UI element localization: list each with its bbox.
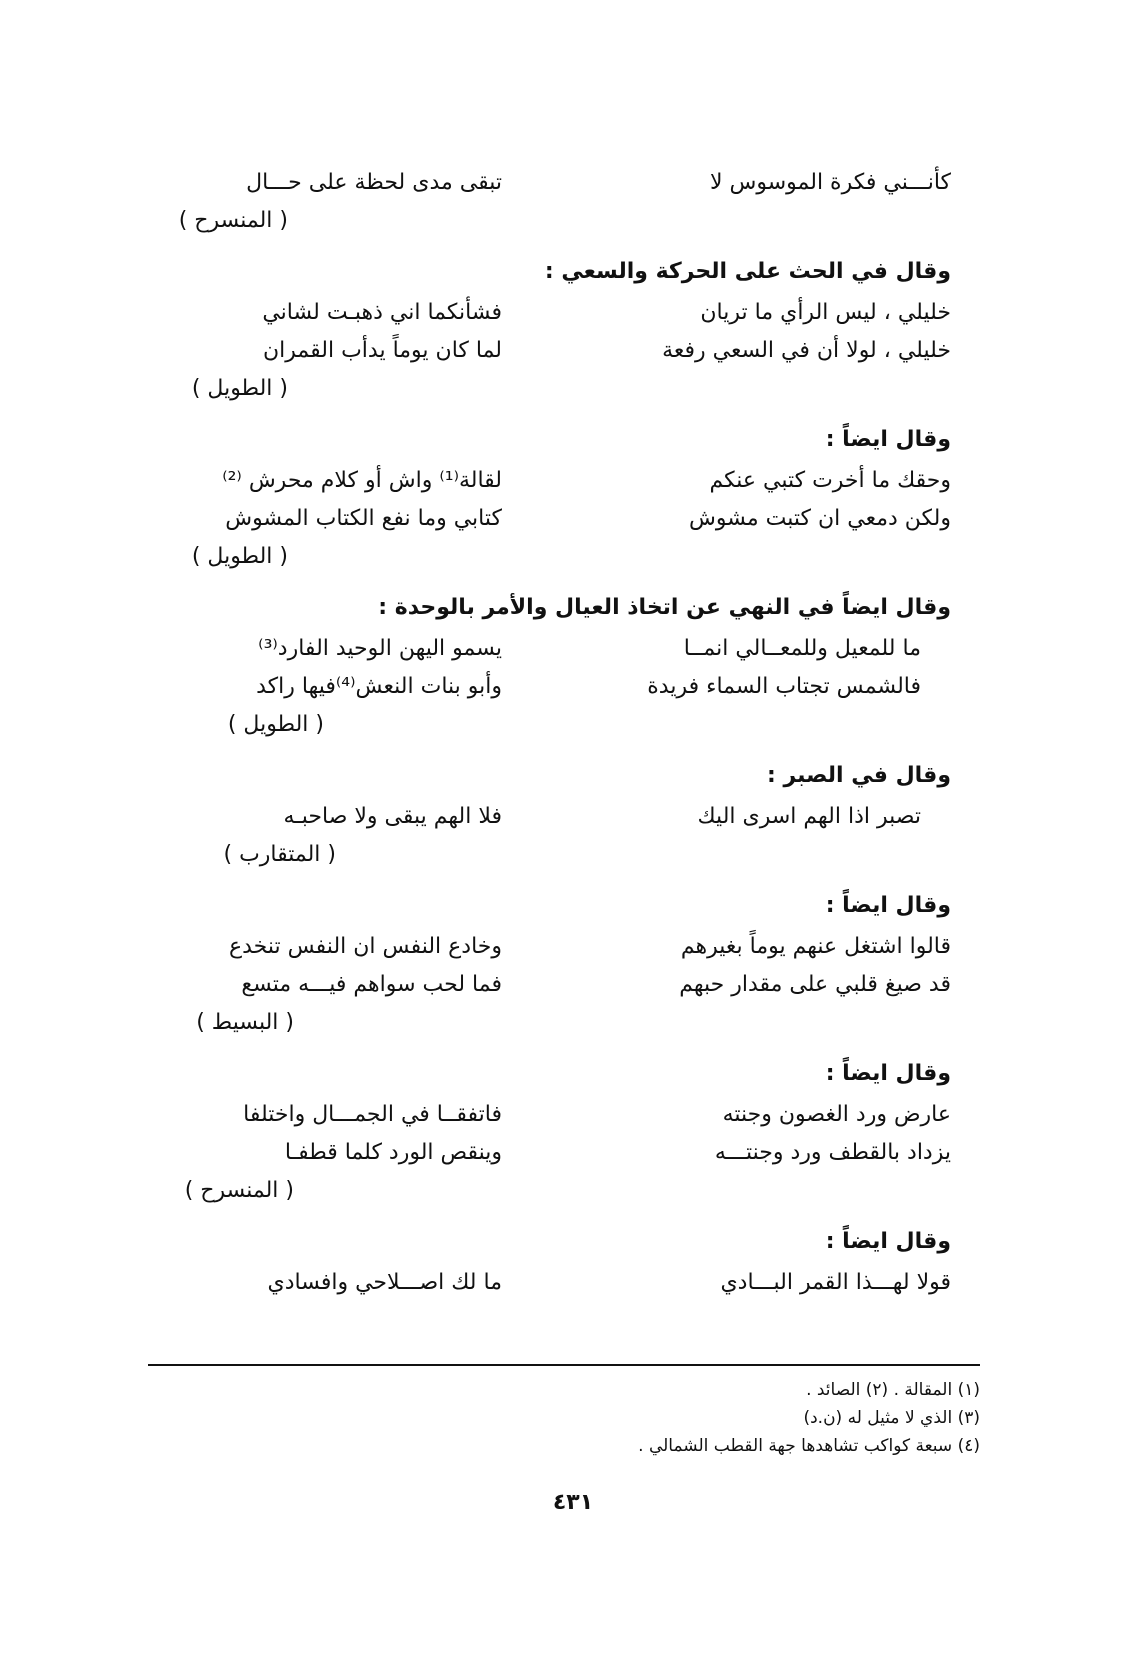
meter-label: ( الطويل )	[227, 712, 324, 737]
verse-second: ما لك اصـــلاحي وافسادي	[267, 1270, 502, 1295]
verse-first: ما للمعيل وللمعــالي انمــا	[683, 636, 921, 661]
footnote-3: (٣) الذي لا مثيل له (ن.د)	[803, 1408, 980, 1428]
verse-first: وحقك ما أخرت كتبي عنكم	[709, 468, 951, 493]
verse-1-first: كأنـــني فكرة الموسوس لا	[709, 170, 951, 195]
section-intro: وقال ايضاً :	[825, 427, 951, 452]
verse-second: فما لحب سواهم فيـــه متسع	[241, 972, 502, 997]
section-intro: وقال ايضاً :	[825, 893, 951, 918]
meter-label: ( البسيط )	[196, 1010, 294, 1035]
section-intro: وقال في الصبر :	[766, 763, 951, 788]
verse-second: فشأنكما اني ذهبـت لشاني	[262, 300, 502, 325]
verse-second: كتابي وما نفع الكتاب المشوش	[225, 506, 502, 531]
meter-label: ( الطويل )	[191, 544, 288, 569]
footnote-4: (٤) سبعة كواكب تشاهدها جهة القطب الشمالي .	[638, 1436, 980, 1456]
verse-second: وخادع النفس ان النفس تنخدع	[229, 934, 502, 959]
verse-first: تصبر اذا الهم اسرى اليك	[697, 804, 921, 829]
verse-first: يزداد بالقطف ورد وجنتـــه	[714, 1140, 951, 1165]
verse-first: قالوا اشتغل عنهم يوماً بغيرهم	[680, 934, 951, 959]
verse-first: قد صيغ قلبي على مقدار حبهم	[679, 972, 951, 997]
footnote-1-2: (١) المقالة . (٢) الصائد .	[806, 1380, 980, 1400]
verse-first: ولكن دمعي ان كتبت مشوش	[689, 506, 951, 531]
footnote-divider	[148, 1364, 980, 1366]
page-number: ٤٣١	[552, 1490, 594, 1515]
verse-first: خليلي ، لولا أن في السعي رفعة	[662, 338, 951, 363]
verse-first: فالشمس تجتاب السماء فريدة	[647, 674, 921, 699]
verse-second: وينقص الورد كلما قطفـا	[284, 1140, 502, 1165]
verse-first: عارض ورد الغصون وجنته	[722, 1102, 951, 1127]
meter-label: ( الطويل )	[191, 376, 288, 401]
meter-label: ( المتقارب )	[223, 842, 336, 867]
meter-label: ( المنسرح )	[178, 208, 288, 233]
verse-second: يسمو اليهن الوحيد الفارد⁽³⁾	[258, 636, 502, 661]
section-intro: وقال ايضاً :	[825, 1229, 951, 1254]
section-intro: وقال في الحث على الحركة والسعي :	[544, 259, 951, 284]
verse-second: فلا الهم يبقى ولا صاحبـه	[283, 804, 502, 829]
verse-first: خليلي ، ليس الرأي ما تريان	[700, 300, 951, 325]
meter-label: ( المنسرح )	[184, 1178, 294, 1203]
verse-second: فاتفقــا في الجمـــال واختلفا	[243, 1102, 502, 1127]
verse-first: قولا لهـــذا القمر البـــادي	[720, 1270, 951, 1295]
verse-second: لقالة⁽¹⁾ واش أو كلام محرش ⁽²⁾	[222, 468, 502, 493]
section-intro: وقال ايضاً في النهي عن اتخاذ العيال والأمر بالوحدة :	[378, 595, 951, 620]
verse-second: لما كان يوماً يدأب القمران	[263, 338, 502, 363]
verse-second: وأبو بنات النعش⁽⁴⁾فيها راكد	[256, 674, 502, 699]
section-intro: وقال ايضاً :	[825, 1061, 951, 1086]
verse-1-second: تبقى مدى لحظة على حـــال	[246, 170, 502, 195]
